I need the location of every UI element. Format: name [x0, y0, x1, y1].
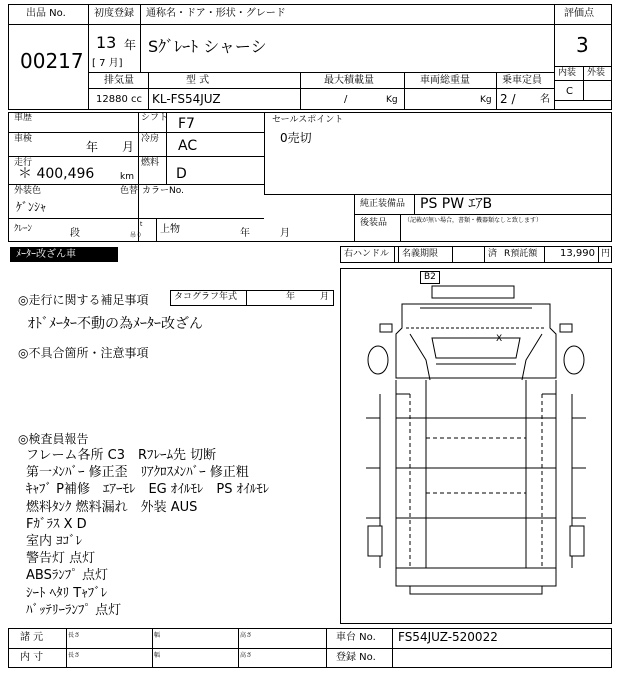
- capacity-label: 乗車定員: [502, 75, 542, 86]
- ton-bottom: 吊り: [130, 232, 143, 239]
- inspector-line: ﾊﾞｯﾃﾘｰﾗﾝﾌﾟ 点灯: [26, 602, 122, 618]
- meter-tampered-badge: ﾒｰﾀｰ改ざん車: [10, 247, 118, 262]
- dims-label: 諸 元: [20, 632, 44, 643]
- tachograph-year: 年: [286, 292, 296, 302]
- interior-score: C: [566, 86, 573, 97]
- sales-point-label: セールスポイント: [272, 115, 344, 125]
- displacement-label: 排気量: [104, 75, 134, 86]
- shift-value: F7: [178, 116, 195, 132]
- model-code: KL-FS54JUZ: [152, 92, 221, 106]
- body-year: 年: [240, 228, 250, 239]
- color-value: ｹﾞﾝｼｬ: [16, 200, 47, 214]
- cc-unit: cc: [131, 94, 142, 105]
- color-label: 外装色: [14, 186, 42, 196]
- shaken-month: 月: [122, 140, 135, 154]
- gvw-label: 車両総重量: [420, 75, 470, 86]
- lot-number: 00217: [20, 49, 84, 73]
- inspector-line: ｷｬﾌﾞ P補修 ｴｱｰﾓﾚ EG ｵｲﾙﾓﾚ PS ｵｲﾙﾓﾚ: [26, 482, 270, 498]
- model-label: 通称名・ドア・形状・グレード: [146, 8, 286, 19]
- dims-length: 長さ: [68, 632, 81, 639]
- body-label: 上物: [160, 224, 180, 235]
- inspector-line: Fｶﾞﾗｽ X D: [26, 516, 87, 532]
- color-no-label: カラーNo.: [142, 186, 184, 196]
- fuel-value: D: [176, 166, 187, 182]
- recycle-label: R預託額: [504, 249, 538, 259]
- interior-label: 内装: [558, 68, 577, 78]
- tachograph-label: タコグラフ年式: [174, 292, 238, 302]
- shaken-label: 車検: [14, 134, 33, 144]
- inspector-line: 警告灯 点灯: [26, 551, 96, 567]
- doc-check: 済: [488, 249, 498, 259]
- inner-width: 幅: [154, 652, 161, 659]
- inspector-line: 室内 ﾖｺﾞﾚ: [26, 534, 83, 550]
- inspector-heading: ◎検査員報告: [18, 432, 89, 446]
- inspector-line: フレーム各所 C3 Rﾌﾚｰﾑ先 切断: [26, 448, 217, 463]
- vehicle-name: Sｸﾞﾚｰﾄ シャーシ: [148, 37, 267, 56]
- first-reg-label: 初度登録: [94, 8, 134, 19]
- chassis-number: FS54JUZ-520022: [398, 630, 498, 644]
- capacity-value: 2 /: [500, 92, 516, 106]
- mileage-value: ＊ 400,496: [18, 166, 95, 182]
- recycle-amount: 13,990: [560, 248, 595, 259]
- capacity-unit: 名: [540, 94, 550, 105]
- chassis-label: 車台 No.: [336, 632, 376, 643]
- inner-dims-label: 内 寸: [20, 652, 44, 663]
- truck-chassis-diagram: [340, 268, 612, 624]
- gvw-kg: Kg: [480, 95, 492, 105]
- driving-text: ｵﾄﾞﾒｰﾀｰ不動の為ﾒｰﾀｰ改ざん: [28, 316, 203, 332]
- color-change-label: 色替: [120, 186, 139, 196]
- inner-length: 長さ: [68, 652, 81, 659]
- exterior-label: 外装: [587, 68, 606, 78]
- equip-value: PS PW ｴｱB: [420, 196, 493, 212]
- tachograph-month: 月: [320, 292, 330, 302]
- ton-top: t: [140, 221, 143, 228]
- inspector-line: 燃料ﾀﾝｸ 燃料漏れ 外装 AUS: [26, 499, 198, 515]
- aftermarket-label: 後装品: [360, 218, 388, 228]
- displacement-value: 12880: [96, 94, 128, 105]
- body-month: 月: [280, 228, 290, 239]
- history-label: 車歴: [14, 113, 33, 123]
- dims-height: 高さ: [240, 632, 253, 639]
- inspector-line: ABSﾗﾝﾌﾟ 点灯: [26, 568, 108, 584]
- crane-stage: 段: [70, 228, 80, 239]
- load-kg: Kg: [386, 95, 398, 105]
- load-slash: /: [344, 94, 348, 105]
- lot-label: 出品 No.: [26, 8, 66, 19]
- mileage-unit: km: [120, 172, 134, 182]
- month-text: [ 7 月]: [92, 58, 123, 69]
- aftermarket-note: （記載が無い場合，書類・機器類なしと致します）: [404, 217, 543, 224]
- sales-point-text: 0売切: [280, 131, 312, 145]
- year-number: 13: [96, 33, 117, 52]
- score-label: 評価点: [564, 8, 594, 19]
- type-label: 型 式: [186, 75, 210, 86]
- damage-code-x: X: [496, 334, 503, 344]
- handle-label: 右ハンドル: [344, 249, 390, 259]
- driving-heading: ◎走行に関する補足事項: [18, 293, 149, 307]
- score-value: 3: [576, 33, 589, 57]
- shift-label: シフト: [141, 113, 169, 123]
- inspector-line: ｼｰﾄ ﾍﾀﾘ Tｬﾌﾞﾚ: [26, 585, 108, 601]
- registration-label: 登録 No.: [336, 652, 376, 663]
- shaken-year: 年: [86, 140, 99, 154]
- mileage-label: 走行: [14, 158, 33, 168]
- inspector-lines: [26, 447, 269, 619]
- crane-label: ｸﾚｰﾝ: [14, 224, 33, 234]
- aircon-label: 冷房: [141, 134, 160, 144]
- name-change-label: 名義期限: [402, 249, 439, 259]
- defects-heading: ◎不具合箇所・注意事項: [18, 346, 149, 360]
- year-unit: 年: [124, 38, 137, 52]
- max-load-label: 最大積載量: [324, 75, 374, 86]
- inner-height: 高さ: [240, 652, 253, 659]
- yen-unit: 円: [601, 249, 611, 259]
- inspector-line: 第一ﾒﾝﾊﾞｰ 修正歪 ﾘｱｸﾛｽﾒﾝﾊﾞｰ 修正粗: [26, 465, 249, 481]
- damage-code-b2: B2: [420, 271, 440, 284]
- aircon-value: AC: [178, 138, 198, 154]
- equip-label: 純正装備品: [360, 199, 406, 209]
- fuel-label: 燃料: [141, 158, 160, 168]
- dims-width: 幅: [154, 632, 161, 639]
